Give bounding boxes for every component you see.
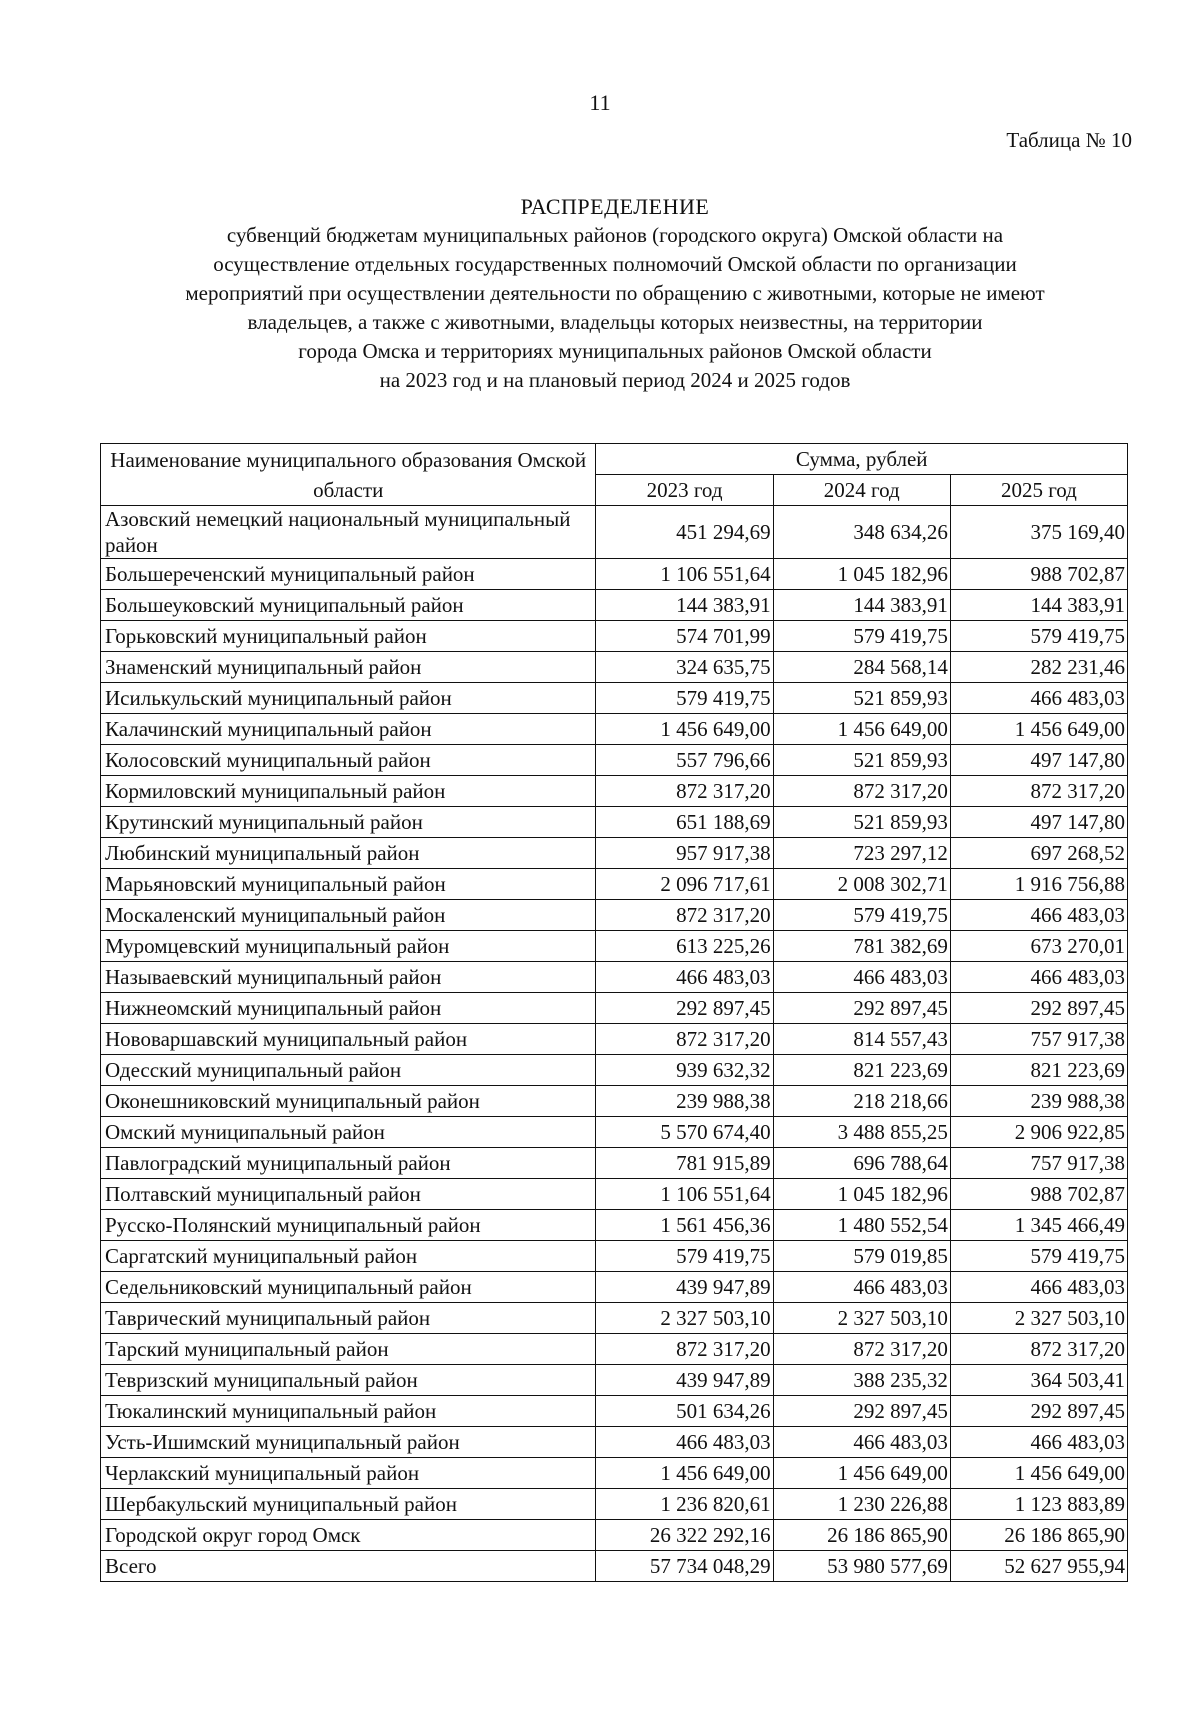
row-value-2024: 144 383,91	[773, 590, 950, 621]
row-value-2024: 388 235,32	[773, 1365, 950, 1396]
table-row	[101, 1365, 1128, 1396]
row-value-2025: 52 627 955,94	[950, 1551, 1127, 1582]
row-value-2025: 497 147,80	[950, 807, 1127, 838]
row-value-2023: 1 106 551,64	[596, 1179, 773, 1210]
row-value-2025: 988 702,87	[950, 1179, 1127, 1210]
table-label: Таблица № 10	[1006, 128, 1132, 152]
row-value-2023: 613 225,26	[596, 931, 773, 962]
table-row	[101, 559, 1128, 590]
row-value-2024: 872 317,20	[773, 776, 950, 807]
row-value-2025: 466 483,03	[950, 900, 1127, 931]
table-row	[101, 1396, 1128, 1427]
table-row	[101, 1024, 1128, 1055]
row-value-2025: 757 917,38	[950, 1148, 1127, 1179]
row-value-2025: 292 897,45	[950, 1396, 1127, 1427]
row-value-2025: 375 169,40	[950, 506, 1127, 559]
table-row	[101, 590, 1128, 621]
row-name: Таврический муниципальный район	[101, 1303, 596, 1334]
row-name: Исилькульский муниципальный район	[101, 683, 596, 714]
row-name: Русско-Полянский муниципальный район	[101, 1210, 596, 1241]
table-row	[101, 1489, 1128, 1520]
row-value-2025: 282 231,46	[950, 652, 1127, 683]
row-value-2023: 451 294,69	[596, 506, 773, 559]
title-line: субвенций бюджетам муниципальных районов (городского округа) Омской области на	[226, 223, 1004, 247]
table-row	[101, 1427, 1128, 1458]
row-value-2025: 1 345 466,49	[950, 1210, 1127, 1241]
row-value-2025: 697 268,52	[950, 838, 1127, 869]
distribution-table	[100, 443, 1128, 1582]
table-row	[101, 1117, 1128, 1148]
table-row	[101, 993, 1128, 1024]
row-name: Калачинский муниципальный район	[101, 714, 596, 745]
row-value-2025: 497 147,80	[950, 745, 1127, 776]
table-row	[101, 931, 1128, 962]
row-name: Тарский муниципальный район	[101, 1334, 596, 1365]
row-name: Шербакульский муниципальный район	[101, 1489, 596, 1520]
row-value-2024: 284 568,14	[773, 652, 950, 683]
row-name: Колосовский муниципальный район	[101, 745, 596, 776]
row-value-2023: 324 635,75	[596, 652, 773, 683]
row-value-2023: 2 096 717,61	[596, 869, 773, 900]
row-name: Муромцевский муниципальный район	[101, 931, 596, 962]
row-value-2023: 239 988,38	[596, 1086, 773, 1117]
header-year-2023: 2023 год	[596, 475, 773, 506]
row-value-2025: 872 317,20	[950, 1334, 1127, 1365]
row-name: Саргатский муниципальный район	[101, 1241, 596, 1272]
row-value-2024: 872 317,20	[773, 1334, 950, 1365]
row-value-2025: 821 223,69	[950, 1055, 1127, 1086]
table-row	[101, 962, 1128, 993]
row-value-2023: 5 570 674,40	[596, 1117, 773, 1148]
row-value-2024: 1 456 649,00	[773, 1458, 950, 1489]
row-value-2025: 872 317,20	[950, 776, 1127, 807]
table-row	[101, 652, 1128, 683]
row-value-2024: 723 297,12	[773, 838, 950, 869]
row-value-2024: 53 980 577,69	[773, 1551, 950, 1582]
row-value-2024: 292 897,45	[773, 1396, 950, 1427]
row-value-2023: 1 456 649,00	[596, 1458, 773, 1489]
table-row	[101, 807, 1128, 838]
row-value-2024: 2 327 503,10	[773, 1303, 950, 1334]
row-name: Большереченский муниципальный район	[101, 559, 596, 590]
row-value-2025: 364 503,41	[950, 1365, 1127, 1396]
table-row	[101, 1458, 1128, 1489]
row-value-2024: 696 788,64	[773, 1148, 950, 1179]
table-row	[101, 621, 1128, 652]
table-row	[101, 1055, 1128, 1086]
header-year-2024: 2024 год	[773, 475, 950, 506]
row-name: Павлоградский муниципальный район	[101, 1148, 596, 1179]
row-value-2023: 579 419,75	[596, 1241, 773, 1272]
row-value-2024: 1 045 182,96	[773, 559, 950, 590]
row-value-2025: 757 917,38	[950, 1024, 1127, 1055]
table-row	[101, 1551, 1128, 1582]
row-name: Усть-Ишимский муниципальный район	[101, 1427, 596, 1458]
row-name: Седельниковский муниципальный район	[101, 1272, 596, 1303]
row-value-2023: 26 322 292,16	[596, 1520, 773, 1551]
row-value-2023: 872 317,20	[596, 1334, 773, 1365]
row-name: Полтавский муниципальный район	[101, 1179, 596, 1210]
table-row	[101, 714, 1128, 745]
row-value-2023: 781 915,89	[596, 1148, 773, 1179]
row-name: Омский муниципальный район	[101, 1117, 596, 1148]
row-value-2023: 57 734 048,29	[596, 1551, 773, 1582]
row-value-2024: 218 218,66	[773, 1086, 950, 1117]
row-value-2025: 466 483,03	[950, 1427, 1127, 1458]
row-value-2025: 579 419,75	[950, 1241, 1127, 1272]
row-value-2025: 1 123 883,89	[950, 1489, 1127, 1520]
row-name: Одесский муниципальный район	[101, 1055, 596, 1086]
row-value-2023: 939 632,32	[596, 1055, 773, 1086]
row-name: Оконешниковский муниципальный район	[101, 1086, 596, 1117]
row-name: Москаленский муниципальный район	[101, 900, 596, 931]
row-value-2023: 651 188,69	[596, 807, 773, 838]
row-value-2025: 2 906 922,85	[950, 1117, 1127, 1148]
row-value-2023: 1 456 649,00	[596, 714, 773, 745]
row-value-2023: 1 561 456,36	[596, 1210, 773, 1241]
row-value-2023: 466 483,03	[596, 1427, 773, 1458]
table-row	[101, 1520, 1128, 1551]
table-row	[101, 1179, 1128, 1210]
row-name: Нижнеомский муниципальный район	[101, 993, 596, 1024]
row-value-2023: 574 701,99	[596, 621, 773, 652]
row-value-2023: 872 317,20	[596, 1024, 773, 1055]
row-value-2024: 2 008 302,71	[773, 869, 950, 900]
title-line: владельцев, а также с животными, владельцы которых неизвестны, на территории	[247, 310, 983, 334]
row-value-2025: 466 483,03	[950, 683, 1127, 714]
table-row	[101, 900, 1128, 931]
row-name: Азовский немецкий национальный муниципальный район	[101, 506, 596, 559]
row-name: Знаменский муниципальный район	[101, 652, 596, 683]
row-value-2025: 144 383,91	[950, 590, 1127, 621]
row-name: Всего	[101, 1551, 596, 1582]
row-value-2023: 1 106 551,64	[596, 559, 773, 590]
table-row	[101, 1334, 1128, 1365]
row-name: Крутинский муниципальный район	[101, 807, 596, 838]
row-value-2023: 957 917,38	[596, 838, 773, 869]
row-value-2024: 579 419,75	[773, 900, 950, 931]
row-value-2023: 501 634,26	[596, 1396, 773, 1427]
row-value-2025: 26 186 865,90	[950, 1520, 1127, 1551]
row-value-2025: 466 483,03	[950, 1272, 1127, 1303]
table-row	[101, 683, 1128, 714]
row-value-2023: 292 897,45	[596, 993, 773, 1024]
row-value-2024: 466 483,03	[773, 1272, 950, 1303]
row-name: Кормиловский муниципальный район	[101, 776, 596, 807]
header-name	[101, 444, 596, 506]
row-value-2024: 521 859,93	[773, 683, 950, 714]
row-value-2023: 872 317,20	[596, 900, 773, 931]
document-title	[60, 192, 1170, 395]
row-value-2025: 2 327 503,10	[950, 1303, 1127, 1334]
row-name: Тюкалинский муниципальный район	[101, 1396, 596, 1427]
header-sum: Сумма, рублей	[596, 444, 1128, 475]
page-number: 11	[589, 90, 611, 115]
table-body	[101, 506, 1128, 1582]
title-line: города Омска и территориях муниципальных районов Омской области	[298, 339, 932, 363]
row-name: Большеуковский муниципальный район	[101, 590, 596, 621]
row-value-2025: 988 702,87	[950, 559, 1127, 590]
row-name: Марьяновский муниципальный район	[101, 869, 596, 900]
row-value-2023: 557 796,66	[596, 745, 773, 776]
row-value-2025: 1 456 649,00	[950, 1458, 1127, 1489]
row-value-2024: 292 897,45	[773, 993, 950, 1024]
row-value-2025: 466 483,03	[950, 962, 1127, 993]
row-value-2023: 439 947,89	[596, 1272, 773, 1303]
row-name: Тевризский муниципальный район	[101, 1365, 596, 1396]
row-value-2023: 872 317,20	[596, 776, 773, 807]
row-value-2024: 466 483,03	[773, 1427, 950, 1458]
row-value-2023: 579 419,75	[596, 683, 773, 714]
row-value-2023: 144 383,91	[596, 590, 773, 621]
row-value-2024: 579 019,85	[773, 1241, 950, 1272]
header-year-2025: 2025 год	[950, 475, 1127, 506]
table-row	[101, 869, 1128, 900]
row-value-2024: 821 223,69	[773, 1055, 950, 1086]
row-value-2023: 439 947,89	[596, 1365, 773, 1396]
row-name: Нововаршавский муниципальный район	[101, 1024, 596, 1055]
row-name: Любинский муниципальный район	[101, 838, 596, 869]
row-value-2024: 1 045 182,96	[773, 1179, 950, 1210]
row-value-2025: 292 897,45	[950, 993, 1127, 1024]
row-value-2025: 1 916 756,88	[950, 869, 1127, 900]
row-value-2025: 1 456 649,00	[950, 714, 1127, 745]
table-row	[101, 1241, 1128, 1272]
row-value-2024: 26 186 865,90	[773, 1520, 950, 1551]
row-value-2023: 466 483,03	[596, 962, 773, 993]
row-value-2024: 1 230 226,88	[773, 1489, 950, 1520]
table-row	[101, 1210, 1128, 1241]
header-name-text: Наименование муниципального образования Омской области	[110, 447, 587, 502]
row-value-2024: 348 634,26	[773, 506, 950, 559]
row-name: Горьковский муниципальный район	[101, 621, 596, 652]
row-value-2025: 673 270,01	[950, 931, 1127, 962]
table-row	[101, 1303, 1128, 1334]
title-line: на 2023 год и на плановый период 2024 и 2025 годов	[379, 368, 851, 392]
title-line: осуществление отдельных государственных полномочий Омской области по организации	[213, 252, 1017, 276]
table-row	[101, 745, 1128, 776]
table-row	[101, 838, 1128, 869]
row-value-2024: 521 859,93	[773, 807, 950, 838]
table-row	[101, 1086, 1128, 1117]
row-name: Черлакский муниципальный район	[101, 1458, 596, 1489]
title-line: мероприятий при осуществлении деятельности по обращению с животными, которые не имеют	[185, 281, 1045, 305]
row-value-2023: 1 236 820,61	[596, 1489, 773, 1520]
row-value-2024: 3 488 855,25	[773, 1117, 950, 1148]
row-value-2024: 579 419,75	[773, 621, 950, 652]
table-row	[101, 1272, 1128, 1303]
row-value-2024: 1 480 552,54	[773, 1210, 950, 1241]
table-row	[101, 1148, 1128, 1179]
row-value-2025: 579 419,75	[950, 621, 1127, 652]
row-value-2024: 814 557,43	[773, 1024, 950, 1055]
row-value-2024: 781 382,69	[773, 931, 950, 962]
row-value-2023: 2 327 503,10	[596, 1303, 773, 1334]
row-name: Называевский муниципальный район	[101, 962, 596, 993]
row-value-2024: 466 483,03	[773, 962, 950, 993]
table-row	[101, 506, 1128, 559]
row-value-2025: 239 988,38	[950, 1086, 1127, 1117]
row-name: Городской округ город Омск	[101, 1520, 596, 1551]
row-value-2024: 521 859,93	[773, 745, 950, 776]
title-heading: РАСПРЕДЕЛЕНИЕ	[520, 194, 710, 219]
row-value-2024: 1 456 649,00	[773, 714, 950, 745]
table-row	[101, 776, 1128, 807]
